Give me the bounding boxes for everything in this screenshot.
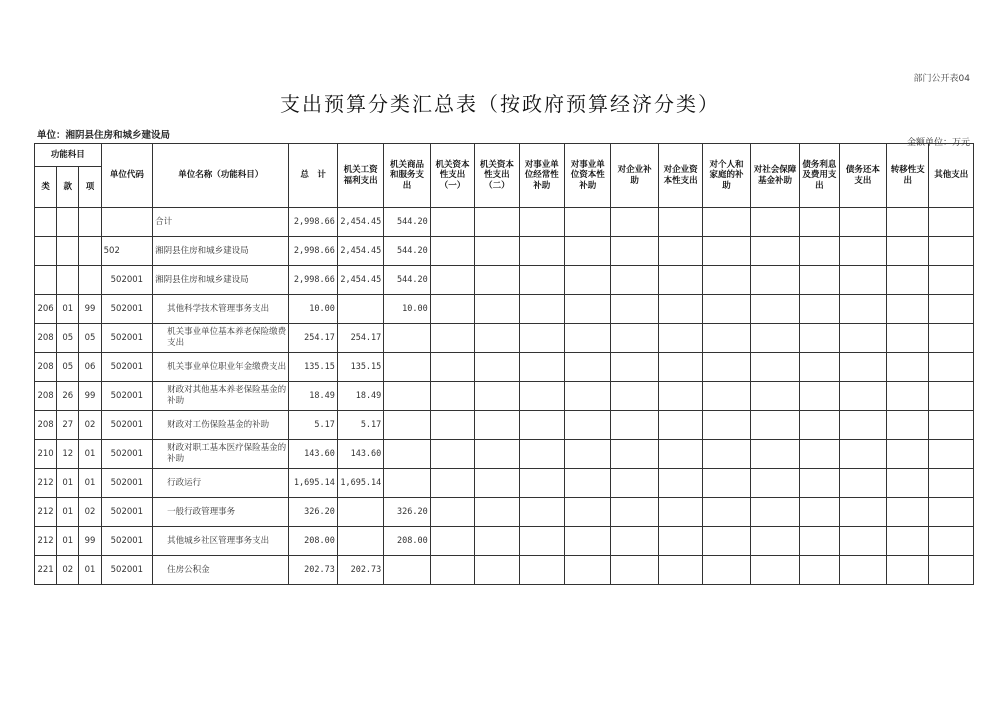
col-header-other: 其他支出: [929, 144, 974, 208]
empty-cell: [658, 498, 702, 527]
col-header-wage: 机关工资福利支出: [337, 144, 383, 208]
wage-cell: 2,454.45: [337, 208, 383, 237]
empty-cell: [800, 556, 839, 585]
col-header-enterprise: 对企业补助: [611, 144, 658, 208]
col-header-inst-capital: 对事业单位资本性补助: [565, 144, 611, 208]
empty-cell: [703, 266, 750, 295]
lei-cell: 212: [35, 527, 57, 556]
empty-cell: [475, 498, 519, 527]
kuan-header: 款: [57, 167, 79, 208]
unit-code-cell: 502001: [101, 440, 152, 469]
empty-cell: [839, 440, 886, 469]
unit-code-cell: 502001: [101, 295, 152, 324]
unit-name-cell: 湘阴县住房和城乡建设局: [153, 237, 289, 266]
unit-label: 单位：湘阴县住房和城乡建设局: [37, 130, 171, 141]
kuan-cell: 01: [57, 295, 79, 324]
wage-cell: 2,454.45: [337, 237, 383, 266]
empty-cell: [565, 295, 611, 324]
empty-cell: [839, 382, 886, 411]
wage-cell: 135.15: [337, 353, 383, 382]
func-subject-header: 功能科目: [35, 144, 102, 167]
empty-cell: [519, 440, 564, 469]
total-header: 总 计: [289, 144, 337, 208]
empty-cell: [430, 324, 474, 353]
kuan-cell: 05: [57, 324, 79, 353]
table-row: [35, 295, 974, 324]
empty-cell: [475, 353, 519, 382]
xiang-cell: 01: [79, 469, 101, 498]
empty-cell: [430, 440, 474, 469]
unit-name-cell: 住房公积金: [153, 556, 289, 585]
empty-cell: [703, 469, 750, 498]
empty-cell: [703, 237, 750, 266]
total-cell: 135.15: [289, 353, 337, 382]
goods-cell: [384, 469, 430, 498]
empty-cell: [519, 382, 564, 411]
kuan-cell: [57, 237, 79, 266]
lei-cell: 208: [35, 324, 57, 353]
empty-cell: [800, 411, 839, 440]
empty-cell: [750, 556, 799, 585]
lei-header: 类: [35, 167, 57, 208]
empty-cell: [750, 237, 799, 266]
goods-cell: [384, 324, 430, 353]
empty-cell: [658, 440, 702, 469]
col-header-social-security: 对社会保障基金补助: [750, 144, 799, 208]
table-row: [35, 411, 974, 440]
total-cell: 5.17: [289, 411, 337, 440]
col-header-debt-principal: 债务还本支出: [839, 144, 886, 208]
table-row: [35, 556, 974, 585]
empty-cell: [703, 411, 750, 440]
wage-cell: [337, 498, 383, 527]
empty-cell: [611, 411, 658, 440]
empty-cell: [839, 353, 886, 382]
empty-cell: [839, 266, 886, 295]
empty-cell: [750, 527, 799, 556]
empty-cell: [929, 353, 974, 382]
col-header-capital-1: 机关资本性支出（一）: [430, 144, 474, 208]
empty-cell: [839, 556, 886, 585]
goods-cell: 208.00: [384, 527, 430, 556]
empty-cell: [887, 266, 929, 295]
lei-cell: 206: [35, 295, 57, 324]
empty-cell: [750, 324, 799, 353]
empty-cell: [475, 556, 519, 585]
empty-cell: [839, 324, 886, 353]
empty-cell: [887, 527, 929, 556]
kuan-cell: 05: [57, 353, 79, 382]
empty-cell: [929, 469, 974, 498]
xiang-cell: 99: [79, 295, 101, 324]
empty-cell: [887, 411, 929, 440]
empty-cell: [800, 295, 839, 324]
empty-cell: [430, 498, 474, 527]
empty-cell: [887, 208, 929, 237]
empty-cell: [929, 440, 974, 469]
empty-cell: [565, 527, 611, 556]
empty-cell: [703, 527, 750, 556]
empty-cell: [887, 382, 929, 411]
empty-cell: [565, 498, 611, 527]
empty-cell: [929, 411, 974, 440]
empty-cell: [430, 266, 474, 295]
wage-cell: 143.60: [337, 440, 383, 469]
col-header-household: 对个人和家庭的补助: [703, 144, 750, 208]
empty-cell: [800, 469, 839, 498]
wage-cell: 2,454.45: [337, 266, 383, 295]
unit-code-cell: 502001: [101, 324, 152, 353]
empty-cell: [750, 411, 799, 440]
empty-cell: [565, 324, 611, 353]
unit-code-cell: 502001: [101, 469, 152, 498]
kuan-cell: 01: [57, 527, 79, 556]
table-row: [35, 498, 974, 527]
empty-cell: [800, 237, 839, 266]
empty-cell: [519, 469, 564, 498]
empty-cell: [475, 295, 519, 324]
kuan-cell: [57, 266, 79, 295]
empty-cell: [929, 527, 974, 556]
empty-cell: [658, 469, 702, 498]
empty-cell: [929, 266, 974, 295]
xiang-cell: 02: [79, 411, 101, 440]
empty-cell: [929, 295, 974, 324]
empty-cell: [839, 527, 886, 556]
lei-cell: 210: [35, 440, 57, 469]
empty-cell: [658, 411, 702, 440]
empty-cell: [658, 353, 702, 382]
empty-cell: [611, 353, 658, 382]
empty-cell: [800, 266, 839, 295]
empty-cell: [611, 208, 658, 237]
xiang-cell: [79, 237, 101, 266]
empty-cell: [703, 353, 750, 382]
xiang-cell: [79, 266, 101, 295]
lei-cell: [35, 266, 57, 295]
empty-cell: [887, 556, 929, 585]
empty-cell: [565, 382, 611, 411]
empty-cell: [839, 208, 886, 237]
total-cell: 254.17: [289, 324, 337, 353]
unit-name-cell: 行政运行: [153, 469, 289, 498]
empty-cell: [475, 469, 519, 498]
unit-code-cell: 502001: [101, 353, 152, 382]
empty-cell: [430, 469, 474, 498]
empty-cell: [929, 208, 974, 237]
kuan-cell: 27: [57, 411, 79, 440]
goods-cell: 544.20: [384, 266, 430, 295]
empty-cell: [519, 556, 564, 585]
empty-cell: [565, 469, 611, 498]
empty-cell: [703, 440, 750, 469]
table-row: [35, 527, 974, 556]
empty-cell: [887, 353, 929, 382]
empty-cell: [658, 208, 702, 237]
empty-cell: [887, 440, 929, 469]
empty-cell: [658, 527, 702, 556]
empty-cell: [887, 469, 929, 498]
empty-cell: [565, 266, 611, 295]
table-row: [35, 469, 974, 498]
xiang-cell: 06: [79, 353, 101, 382]
table-row: [35, 324, 974, 353]
page-title: 支出预算分类汇总表（按政府预算经济分类）: [280, 92, 720, 116]
wage-cell: 202.73: [337, 556, 383, 585]
empty-cell: [703, 208, 750, 237]
amount-unit-label: 金额单位：万元: [906, 138, 970, 148]
empty-cell: [929, 324, 974, 353]
goods-cell: 10.00: [384, 295, 430, 324]
empty-cell: [519, 353, 564, 382]
empty-cell: [611, 266, 658, 295]
empty-cell: [887, 324, 929, 353]
wage-cell: [337, 527, 383, 556]
empty-cell: [430, 411, 474, 440]
unit-name-cell: 合计: [153, 208, 289, 237]
wage-cell: 1,695.14: [337, 469, 383, 498]
empty-cell: [611, 324, 658, 353]
total-cell: 1,695.14: [289, 469, 337, 498]
empty-cell: [750, 266, 799, 295]
total-cell: 18.49: [289, 382, 337, 411]
empty-cell: [887, 237, 929, 266]
empty-cell: [430, 527, 474, 556]
unit-code-cell: [101, 208, 152, 237]
kuan-cell: 12: [57, 440, 79, 469]
empty-cell: [750, 208, 799, 237]
empty-cell: [800, 353, 839, 382]
table-row: [35, 266, 974, 295]
total-cell: 2,998.66: [289, 208, 337, 237]
empty-cell: [475, 527, 519, 556]
empty-cell: [611, 527, 658, 556]
empty-cell: [611, 556, 658, 585]
unit-name-cell: 财政对其他基本养老保险基金的补助: [153, 382, 289, 411]
empty-cell: [839, 498, 886, 527]
xiang-cell: 99: [79, 527, 101, 556]
wage-cell: 5.17: [337, 411, 383, 440]
empty-cell: [475, 382, 519, 411]
unit-code-cell: 502001: [101, 266, 152, 295]
empty-cell: [839, 237, 886, 266]
empty-cell: [703, 498, 750, 527]
wage-cell: 254.17: [337, 324, 383, 353]
empty-cell: [750, 295, 799, 324]
empty-cell: [703, 324, 750, 353]
empty-cell: [839, 295, 886, 324]
empty-cell: [519, 208, 564, 237]
xiang-cell: 01: [79, 440, 101, 469]
col-header-enterprise-capital: 对企业资本性支出: [658, 144, 702, 208]
unit-name-cell: 机关事业单位职业年金缴费支出: [153, 353, 289, 382]
empty-cell: [800, 498, 839, 527]
xiang-cell: 01: [79, 556, 101, 585]
col-header-inst-regular: 对事业单位经常性补助: [519, 144, 564, 208]
empty-cell: [703, 295, 750, 324]
empty-cell: [658, 266, 702, 295]
lei-cell: 208: [35, 411, 57, 440]
empty-cell: [800, 440, 839, 469]
empty-cell: [800, 527, 839, 556]
lei-cell: 208: [35, 353, 57, 382]
empty-cell: [430, 382, 474, 411]
wage-cell: 18.49: [337, 382, 383, 411]
empty-cell: [703, 382, 750, 411]
unit-name-cell: 一般行政管理事务: [153, 498, 289, 527]
empty-cell: [658, 556, 702, 585]
unit-name-cell: 机关事业单位基本养老保险缴费支出: [153, 324, 289, 353]
kuan-cell: 26: [57, 382, 79, 411]
empty-cell: [750, 469, 799, 498]
form-number: 部门公开表04: [913, 74, 970, 84]
total-cell: 326.20: [289, 498, 337, 527]
goods-cell: [384, 440, 430, 469]
empty-cell: [703, 556, 750, 585]
empty-cell: [565, 237, 611, 266]
unit-code-cell: 502001: [101, 527, 152, 556]
empty-cell: [611, 498, 658, 527]
unit-code-cell: 502001: [101, 382, 152, 411]
col-header-debt-interest: 债务利息及费用支出: [800, 144, 839, 208]
empty-cell: [430, 556, 474, 585]
total-cell: 2,998.66: [289, 237, 337, 266]
empty-cell: [800, 208, 839, 237]
kuan-cell: 01: [57, 498, 79, 527]
total-cell: 2,998.66: [289, 266, 337, 295]
empty-cell: [519, 266, 564, 295]
goods-cell: [384, 382, 430, 411]
empty-cell: [658, 295, 702, 324]
empty-cell: [565, 208, 611, 237]
empty-cell: [800, 382, 839, 411]
empty-cell: [611, 237, 658, 266]
total-cell: 10.00: [289, 295, 337, 324]
xiang-cell: 99: [79, 382, 101, 411]
lei-cell: 212: [35, 469, 57, 498]
lei-cell: [35, 237, 57, 266]
empty-cell: [565, 411, 611, 440]
kuan-cell: 01: [57, 469, 79, 498]
empty-cell: [929, 556, 974, 585]
xiang-cell: 05: [79, 324, 101, 353]
empty-cell: [519, 324, 564, 353]
empty-cell: [519, 295, 564, 324]
unit-name-cell: 其他城乡社区管理事务支出: [153, 527, 289, 556]
unit-code-cell: 502001: [101, 498, 152, 527]
empty-cell: [565, 353, 611, 382]
empty-cell: [565, 440, 611, 469]
empty-cell: [750, 498, 799, 527]
empty-cell: [750, 353, 799, 382]
total-cell: 143.60: [289, 440, 337, 469]
unit-name-cell: 财政对工伤保险基金的补助: [153, 411, 289, 440]
empty-cell: [929, 237, 974, 266]
budget-table: [34, 143, 974, 585]
xiang-cell: [79, 208, 101, 237]
unit-code-cell: 502: [101, 237, 152, 266]
goods-cell: [384, 411, 430, 440]
empty-cell: [475, 440, 519, 469]
empty-cell: [475, 266, 519, 295]
goods-cell: 544.20: [384, 208, 430, 237]
empty-cell: [519, 527, 564, 556]
empty-cell: [658, 237, 702, 266]
empty-cell: [839, 411, 886, 440]
empty-cell: [519, 498, 564, 527]
empty-cell: [475, 411, 519, 440]
table-row: [35, 382, 974, 411]
lei-cell: 208: [35, 382, 57, 411]
empty-cell: [611, 295, 658, 324]
empty-cell: [475, 208, 519, 237]
empty-cell: [750, 440, 799, 469]
lei-cell: 212: [35, 498, 57, 527]
empty-cell: [887, 295, 929, 324]
table-row: [35, 208, 974, 237]
goods-cell: [384, 353, 430, 382]
kuan-cell: [57, 208, 79, 237]
col-header-transfer: 转移性支出: [887, 144, 929, 208]
empty-cell: [611, 440, 658, 469]
goods-cell: 326.20: [384, 498, 430, 527]
lei-cell: 221: [35, 556, 57, 585]
col-header-capital-2: 机关资本性支出（二）: [475, 144, 519, 208]
kuan-cell: 02: [57, 556, 79, 585]
total-cell: 208.00: [289, 527, 337, 556]
empty-cell: [565, 556, 611, 585]
empty-cell: [839, 469, 886, 498]
goods-cell: [384, 556, 430, 585]
empty-cell: [519, 411, 564, 440]
empty-cell: [611, 469, 658, 498]
empty-cell: [430, 237, 474, 266]
empty-cell: [430, 208, 474, 237]
unit-name-header: 单位名称（功能科目）: [153, 144, 289, 208]
unit-name-cell: 财政对职工基本医疗保险基金的补助: [153, 440, 289, 469]
empty-cell: [475, 237, 519, 266]
empty-cell: [929, 382, 974, 411]
empty-cell: [611, 382, 658, 411]
unit-code-cell: 502001: [101, 556, 152, 585]
empty-cell: [929, 498, 974, 527]
unit-code-header: 单位代码: [101, 144, 152, 208]
empty-cell: [887, 498, 929, 527]
empty-cell: [658, 382, 702, 411]
empty-cell: [475, 324, 519, 353]
table-row: [35, 353, 974, 382]
empty-cell: [750, 382, 799, 411]
col-header-goods: 机关商品和服务支出: [384, 144, 430, 208]
unit-name-cell: 其他科学技术管理事务支出: [153, 295, 289, 324]
empty-cell: [800, 324, 839, 353]
table-row: [35, 440, 974, 469]
empty-cell: [430, 353, 474, 382]
xiang-header: 项: [79, 167, 101, 208]
goods-cell: 544.20: [384, 237, 430, 266]
wage-cell: [337, 295, 383, 324]
lei-cell: [35, 208, 57, 237]
table-row: [35, 237, 974, 266]
unit-code-cell: 502001: [101, 411, 152, 440]
xiang-cell: 02: [79, 498, 101, 527]
total-cell: 202.73: [289, 556, 337, 585]
unit-name-cell: 湘阴县住房和城乡建设局: [153, 266, 289, 295]
empty-cell: [658, 324, 702, 353]
empty-cell: [519, 237, 564, 266]
empty-cell: [430, 295, 474, 324]
